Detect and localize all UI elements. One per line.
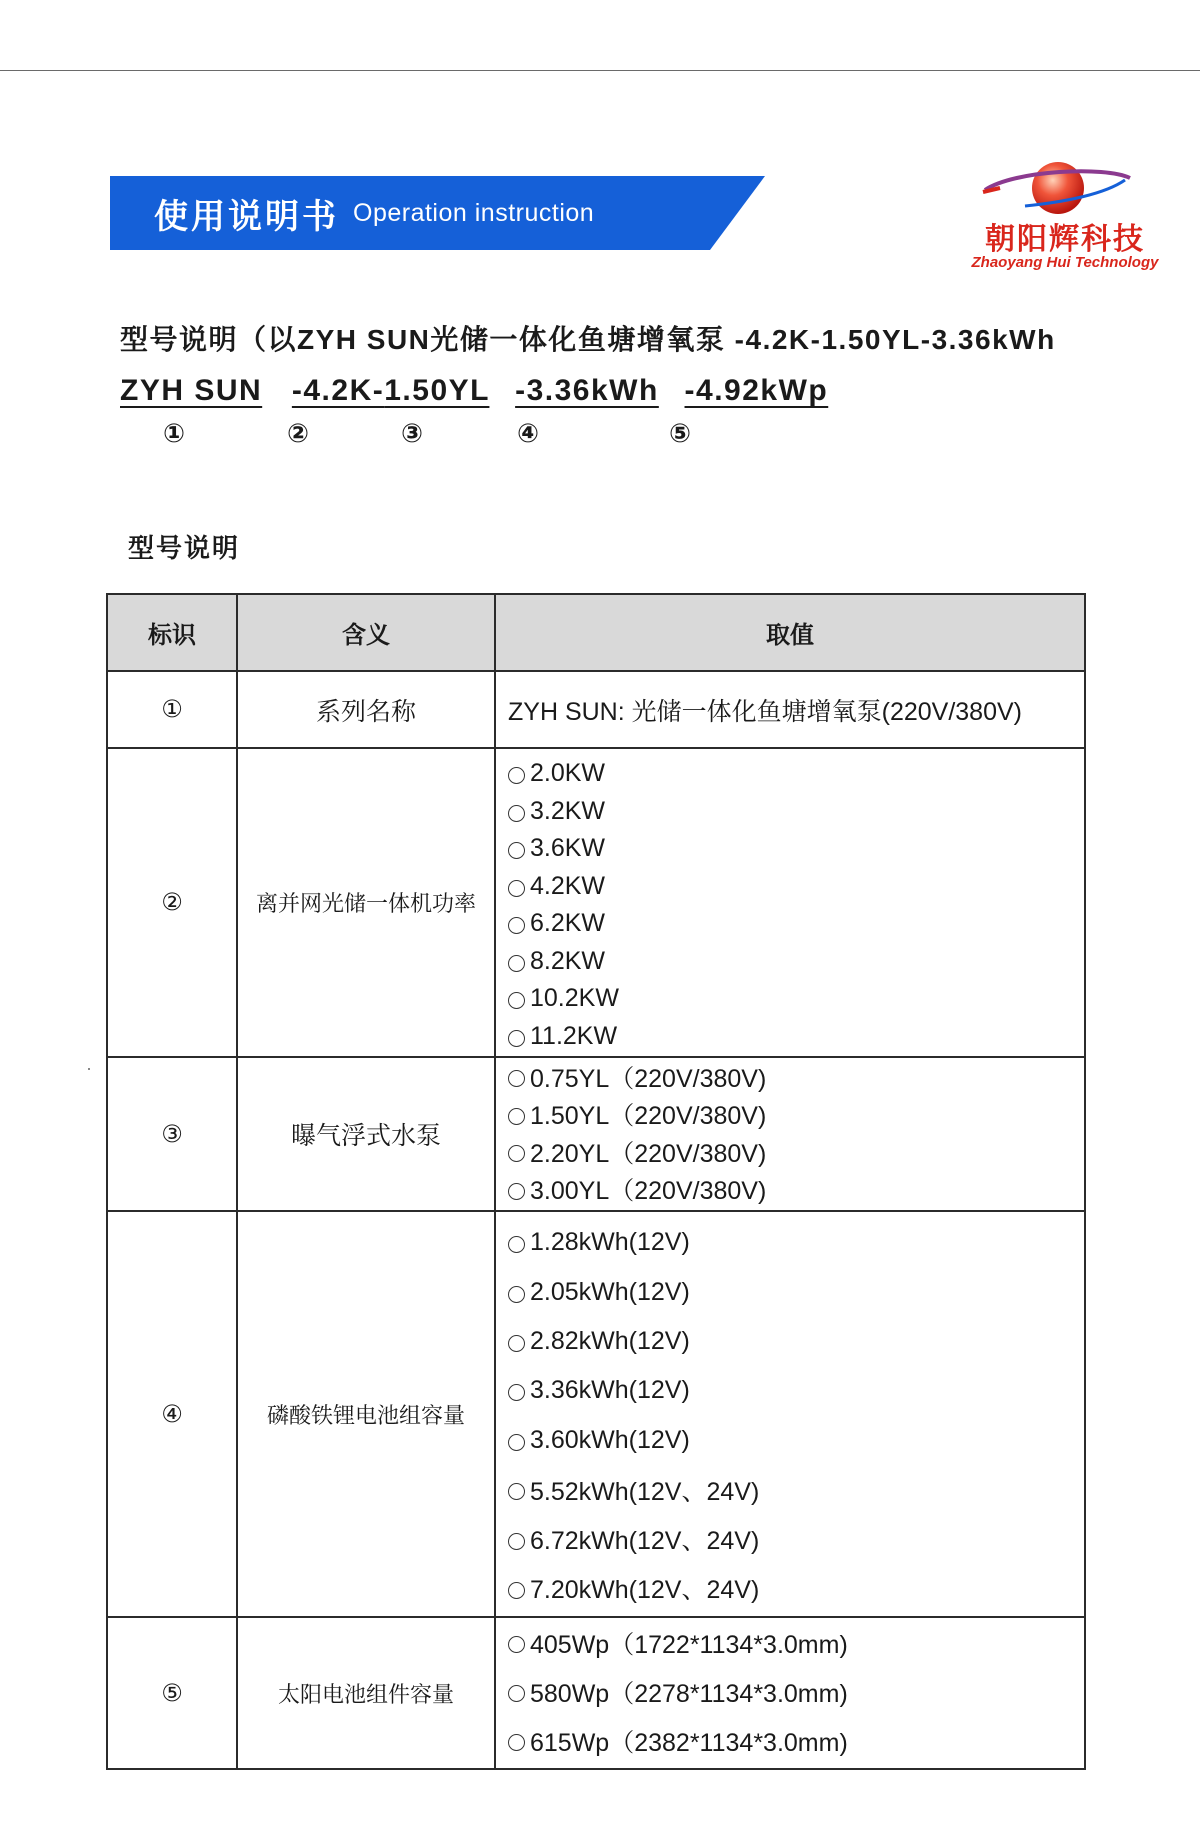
option-label: 6.72kWh(12V、24V) bbox=[530, 1527, 760, 1556]
row-id: ③ bbox=[107, 1057, 237, 1211]
row-options bbox=[495, 748, 1085, 1057]
option-item[interactable] bbox=[508, 1564, 1083, 1613]
row-value: ZYH SUN: 光储一体化鱼塘增氧泵(220V/380V) bbox=[495, 671, 1085, 748]
section-title: 型号说明 bbox=[128, 533, 241, 563]
row-id: ② bbox=[107, 748, 237, 1057]
row-options bbox=[495, 1617, 1085, 1769]
table-row bbox=[107, 1057, 1085, 1211]
option-label: 0.75YL（220V/380V) bbox=[530, 1064, 767, 1093]
option-item[interactable] bbox=[508, 1171, 1083, 1209]
option-label: 405Wp（1722*1134*3.0mm) bbox=[530, 1630, 848, 1659]
radio-circle-icon bbox=[508, 1685, 525, 1702]
radio-circle-icon bbox=[508, 1533, 525, 1550]
radio-circle-icon bbox=[508, 842, 525, 859]
logo-name-cn: 朝阳辉科技 bbox=[985, 223, 1145, 256]
banner-title-cn: 使用说明书 bbox=[154, 197, 339, 236]
radio-circle-icon bbox=[508, 1286, 525, 1303]
option-label: 3.6KW bbox=[530, 834, 606, 863]
radio-circle-icon bbox=[508, 1434, 525, 1451]
option-item[interactable] bbox=[508, 905, 1083, 943]
radio-circle-icon bbox=[508, 917, 525, 934]
header-meaning: 含义 bbox=[237, 594, 495, 671]
header-value: 取值 bbox=[495, 594, 1085, 671]
radio-circle-icon bbox=[508, 805, 525, 822]
radio-circle-icon bbox=[508, 1183, 525, 1200]
top-divider bbox=[0, 70, 1200, 71]
row-options bbox=[495, 1057, 1085, 1211]
option-item[interactable] bbox=[508, 1465, 1083, 1514]
radio-circle-icon bbox=[508, 1030, 525, 1047]
option-item[interactable] bbox=[508, 755, 1083, 793]
option-item[interactable] bbox=[508, 1514, 1083, 1563]
row-meaning: 磷酸铁锂电池组容量 bbox=[237, 1211, 495, 1617]
radio-circle-icon bbox=[508, 1734, 525, 1751]
option-label: 3.60kWh(12V) bbox=[530, 1425, 690, 1454]
radio-circle-icon bbox=[508, 880, 525, 897]
model-code bbox=[120, 374, 828, 408]
stray-mark bbox=[88, 1068, 90, 1070]
option-item[interactable] bbox=[508, 1716, 1083, 1765]
model-number-3: ③ bbox=[400, 418, 423, 448]
option-label: 2.05kWh(12V) bbox=[530, 1277, 690, 1306]
model-segment-battery: -3.36kWh bbox=[515, 374, 659, 407]
option-label: 3.00YL（220V/380V) bbox=[530, 1177, 767, 1206]
model-number-5: ⑤ bbox=[668, 418, 691, 448]
row-meaning: 曝气浮式水泵 bbox=[237, 1057, 495, 1211]
option-label: 580Wp（2278*1134*3.0mm) bbox=[530, 1679, 848, 1708]
option-item[interactable] bbox=[508, 868, 1083, 906]
option-label: 4.2KW bbox=[530, 871, 606, 900]
row-id: ① bbox=[107, 671, 237, 748]
option-label: 11.2KW bbox=[530, 1021, 618, 1050]
option-item[interactable] bbox=[508, 830, 1083, 868]
model-segment-series: ZYH SUN bbox=[120, 374, 263, 407]
option-item[interactable] bbox=[508, 1618, 1083, 1667]
model-number-1: ① bbox=[162, 418, 185, 448]
radio-circle-icon bbox=[508, 1108, 525, 1125]
model-number-2: ② bbox=[286, 418, 309, 448]
radio-circle-icon bbox=[508, 1236, 525, 1253]
option-label: 7.20kWh(12V、24V) bbox=[530, 1576, 760, 1605]
table-row bbox=[107, 1211, 1085, 1617]
row-id: ⑤ bbox=[107, 1617, 237, 1769]
option-label: 10.2KW bbox=[530, 984, 619, 1013]
option-item[interactable] bbox=[508, 1018, 1083, 1056]
option-label: 5.52kWh(12V、24V) bbox=[530, 1477, 760, 1506]
header-banner bbox=[110, 176, 765, 250]
option-item[interactable] bbox=[508, 1366, 1083, 1415]
option-item[interactable] bbox=[508, 1317, 1083, 1366]
option-item[interactable] bbox=[508, 793, 1083, 831]
model-number-4: ④ bbox=[516, 418, 539, 448]
row-meaning: 系列名称 bbox=[237, 671, 495, 748]
logo-name-en: Zhaoyang Hui Technology bbox=[971, 254, 1159, 271]
radio-circle-icon bbox=[508, 1335, 525, 1352]
option-item[interactable] bbox=[508, 980, 1083, 1018]
option-label: 2.82kWh(12V) bbox=[530, 1326, 690, 1355]
header-id: 标识 bbox=[107, 594, 237, 671]
option-item[interactable] bbox=[508, 943, 1083, 981]
radio-circle-icon bbox=[508, 1636, 525, 1653]
option-item[interactable] bbox=[508, 1058, 1083, 1096]
spec-table bbox=[106, 593, 1086, 1770]
row-id: ④ bbox=[107, 1211, 237, 1617]
banner-title-en: Operation instruction bbox=[353, 198, 595, 227]
option-label: 3.36kWh(12V) bbox=[530, 1376, 690, 1405]
option-item[interactable] bbox=[508, 1267, 1083, 1316]
radio-circle-icon bbox=[508, 992, 525, 1009]
model-segment-solar: -4.92kWp bbox=[684, 374, 829, 407]
radio-circle-icon bbox=[508, 767, 525, 784]
option-item[interactable] bbox=[508, 1667, 1083, 1716]
option-label: 615Wp（2382*1134*3.0mm) bbox=[530, 1728, 848, 1757]
model-segment-power: -4.2K- bbox=[291, 374, 385, 407]
option-item[interactable] bbox=[508, 1133, 1083, 1171]
radio-circle-icon bbox=[508, 955, 525, 972]
option-label: 2.20YL（220V/380V) bbox=[530, 1139, 767, 1168]
radio-circle-icon bbox=[508, 1582, 525, 1599]
radio-circle-icon bbox=[508, 1384, 525, 1401]
option-item[interactable] bbox=[508, 1416, 1083, 1465]
option-label: 1.28kWh(12V) bbox=[530, 1228, 690, 1257]
table-row bbox=[107, 1617, 1085, 1769]
row-meaning: 太阳电池组件容量 bbox=[237, 1617, 495, 1769]
table-header-row bbox=[107, 594, 1085, 671]
row-meaning: 离并网光储一体机功率 bbox=[237, 748, 495, 1057]
row-options bbox=[495, 1211, 1085, 1617]
option-label: 1.50YL（220V/380V) bbox=[530, 1102, 767, 1131]
radio-circle-icon bbox=[508, 1483, 525, 1500]
option-label: 6.2KW bbox=[530, 909, 606, 938]
option-label: 8.2KW bbox=[530, 946, 606, 975]
company-logo bbox=[955, 158, 1185, 278]
option-item[interactable] bbox=[508, 1218, 1083, 1267]
model-segment-pump: 1.50YL bbox=[384, 374, 490, 407]
table-row bbox=[107, 748, 1085, 1057]
radio-circle-icon bbox=[508, 1070, 525, 1087]
table-row bbox=[107, 671, 1085, 748]
option-item[interactable] bbox=[508, 1096, 1083, 1134]
option-label: 2.0KW bbox=[530, 759, 606, 788]
option-label: 3.2KW bbox=[530, 796, 606, 825]
model-description: 型号说明（以ZYH SUN光储一体化鱼塘增氧泵 -4.2K-1.50YL-3.36kWh bbox=[120, 324, 1056, 355]
radio-circle-icon bbox=[508, 1145, 525, 1162]
